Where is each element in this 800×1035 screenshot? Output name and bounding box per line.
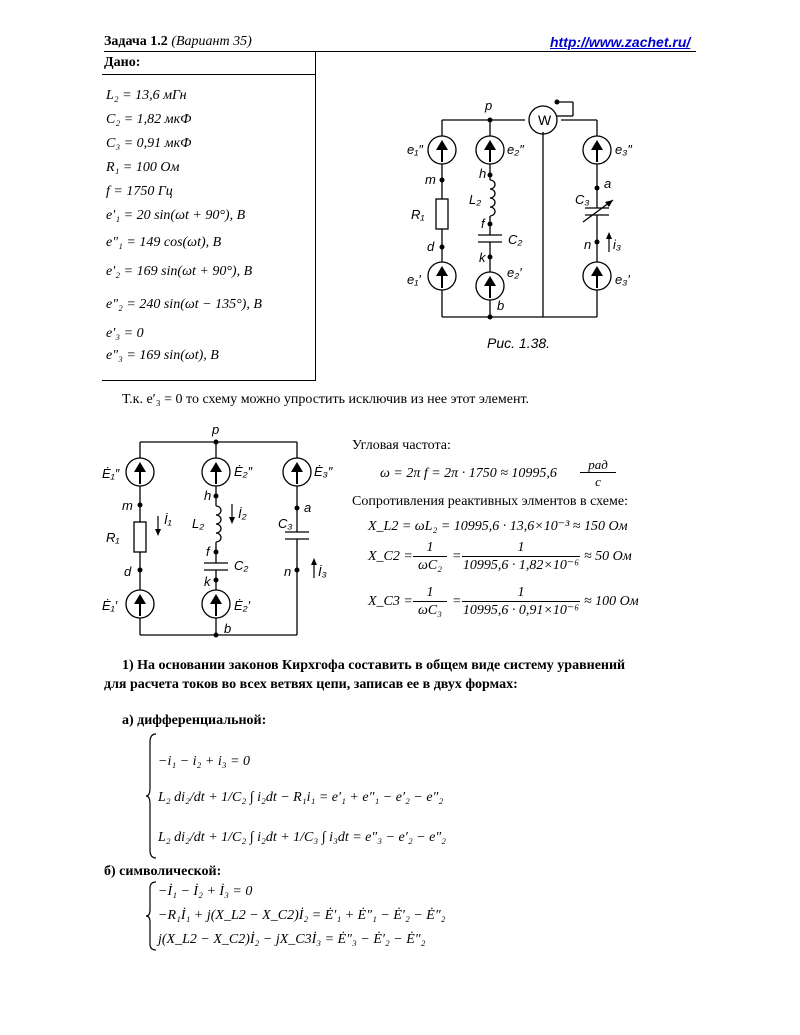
circuit-figure-1 (395, 92, 705, 362)
xc3-frac2-num: 1 (462, 585, 580, 602)
circuit-figure-2 (92, 420, 337, 645)
xc3-result: ≈ 100 Ом (584, 594, 639, 609)
e1pp-label: e₁″ (407, 142, 423, 157)
simplify-note: Т.к. e′₃ = 0 то схему можно упростить исключив из нее этот элемент. (122, 392, 530, 407)
symb-eq1: −İ₁ − İ₂ + İ₃ = 0 (158, 884, 253, 899)
omega-title: Угловая частота: (352, 438, 451, 453)
node-k-label-2: k (204, 574, 211, 589)
xc2-frac2-num: 1 (462, 540, 580, 557)
site-link[interactable]: http://www.zachet.ru/ (550, 34, 691, 50)
E1pp-label: Ė₁″ (102, 466, 120, 481)
node-b-label-2: b (224, 621, 232, 636)
given-C2: C₂ = 1,82 мкФ (106, 112, 192, 127)
node-a-label-2: a (304, 500, 312, 515)
E2p-label: Ė₂′ (234, 598, 251, 613)
given-separator (102, 74, 315, 75)
node-m-label: m (425, 172, 436, 187)
I2-label: İ₂ (238, 506, 247, 521)
node-h-label: h (479, 166, 487, 181)
xc2-frac1-num: 1 (413, 540, 447, 557)
given-e3p: e′₃ = 0 (106, 326, 144, 341)
E3pp-label: Ė₃″ (314, 464, 333, 479)
C3-label-2: C₃ (278, 516, 293, 531)
node-k-label: k (479, 250, 486, 265)
diff-eq3: L₂ di₂/dt + 1/C₂ ∫ i₂dt + 1/C₃ ∫ i₃dt = e″₃ − e′₂ − e″₂ (158, 830, 447, 845)
given-e2pp: e″₂ = 240 sin(ωt − 135°), B (106, 297, 262, 312)
omega-unit-den: с (595, 474, 601, 489)
given-e2p: e′₂ = 169 sin(ωt + 90°), B (106, 264, 253, 279)
xc2-frac2-den: 10995,6 · 1,82×10⁻⁶ (462, 558, 580, 573)
c3-label: C₃ (575, 192, 590, 207)
given-L2: L₂ = 13,6 мГн (106, 88, 187, 103)
xc3-frac1-den: ωC₃ (417, 603, 443, 618)
symb-eq2: −R₁İ₁ + j(X_L2 − X_C2)İ₂ = Ė′₁ + Ė″₁ − Ė′₂ − Ė″₂ (158, 908, 446, 923)
l2-label: L₂ (469, 192, 482, 207)
R1-label-2: R₁ (106, 530, 120, 545)
xc2-result: ≈ 50 Ом (584, 549, 632, 564)
e3p-label: e₃′ (615, 272, 630, 287)
symb-title: б) символической: (104, 864, 222, 879)
e1p-label: e₁′ (407, 272, 421, 287)
diff-brace (146, 732, 158, 860)
C2-label-2: C₂ (234, 558, 249, 573)
diff-eq1: −i₁ − i₂ + i₃ = 0 (158, 754, 251, 769)
xc2-frac1-den: ωC₂ (417, 558, 443, 573)
wattmeter-label: W (538, 112, 552, 128)
node-m-label-2: m (122, 498, 133, 513)
xc3-frac2-den: 10995,6 · 0,91×10⁻⁶ (462, 603, 580, 618)
node-n-label-2: n (284, 564, 292, 579)
E1p-label: Ė₁′ (102, 598, 118, 613)
xc2-lhs: X_C2 = (368, 549, 413, 564)
diff-eq2: L₂ di₂/dt + 1/C₂ ∫ i₂dt − R₁i₁ = e′₁ + e″₁ − e′₂ − e″₂ (158, 790, 444, 805)
xc3-frac1-num: 1 (413, 585, 447, 602)
xl2-equation: X_L2 = ωL₂ = 10995,6 · 13,6×10⁻³ ≈ 150 Ом (368, 519, 628, 534)
node-f-label: f (481, 216, 485, 231)
e2p-label: e₂′ (507, 265, 522, 280)
node-h-label-2: h (204, 488, 212, 503)
node-b-label: b (497, 298, 505, 313)
node-d-label: d (427, 239, 435, 254)
omega-unit-num: рад (580, 457, 616, 473)
I3-label: İ₃ (318, 564, 327, 579)
given-title: Дано: (104, 55, 141, 70)
xc3-lhs: X_C3 = (368, 594, 413, 609)
diff-title: а) дифференциальной: (122, 713, 267, 728)
reactance-title: Сопротивления реактивных элментов в схеме: (352, 494, 628, 509)
omega-equation: ω = 2π f = 2π · 1750 ≈ 10995,6 (380, 466, 557, 481)
given-e1pp: e″₁ = 149 cos(ωt), B (106, 235, 222, 250)
node-a-label: a (604, 176, 612, 191)
r1-label: R₁ (411, 207, 425, 222)
given-e1p: e′₁ = 20 sin(ωt + 90°), B (106, 208, 246, 223)
given-f: f = 1750 Гц (106, 184, 173, 199)
E2pp-label: Ė₂″ (234, 464, 253, 479)
section1-heading-line1: 1) На основании законов Кирхгофа составить в общем виде систему уравнений (122, 658, 626, 673)
section1-heading-line2: для расчета токов во всех ветвях цепи, записав ее в двух формах: (104, 677, 518, 692)
node-f-label-2: f (206, 544, 210, 559)
symb-brace (146, 880, 158, 952)
given-e3pp: e″₃ = 169 sin(ωt), B (106, 348, 219, 363)
node-n-label: n (584, 237, 592, 252)
e2pp-label: e₂″ (507, 142, 524, 157)
i3-label: i₃ (613, 237, 622, 252)
c2-label: C₂ (508, 232, 523, 247)
given-R1: R₁ = 100 Ом (106, 160, 180, 175)
e3pp-label: e₃″ (615, 142, 632, 157)
symb-eq3: j(X_L2 − X_C2)İ₂ − jX_C3İ₃ = Ė″₃ − Ė′₂ − Ė″₂ (158, 932, 426, 947)
I1-label: İ₁ (164, 512, 172, 527)
node-p-label-2: p (212, 422, 220, 437)
node-d-label-2: d (124, 564, 132, 579)
L2-label-2: L₂ (192, 516, 205, 531)
node-p-label: p (485, 98, 493, 113)
figure-caption: Рис. 1.38. (487, 335, 551, 351)
given-C3: C₃ = 0,91 мкФ (106, 136, 192, 151)
task-title: Задача 1.2 (Вариант 35) (104, 34, 252, 49)
